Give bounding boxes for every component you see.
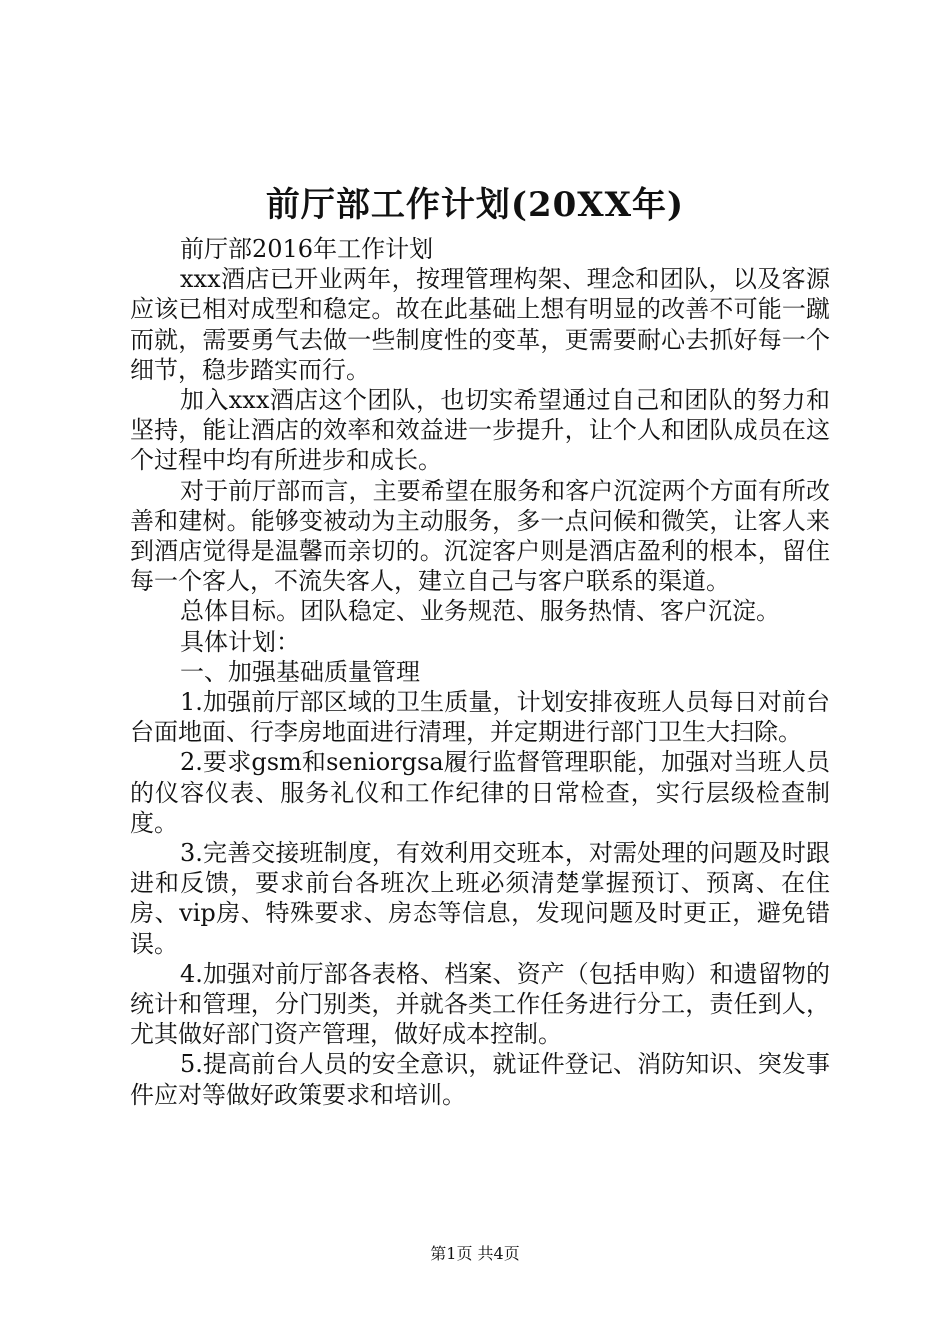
paragraph-intro: xxx酒店已开业两年，按理管理构架、理念和团队，以及客源应该已相对成型和稳定。故在此基础上想有明显的改善不可能一蹴而就，需要勇气去做一些制度性的变革，更需要耐心去抓好每一个细节，稳步踏实而行。 [130, 265, 830, 384]
list-item-4: 4.加强对前厅部各表格、档案、资产（包括申购）和遗留物的统计和管理，分门别类，并就各类工作任务进行分工，责任到人，尤其做好部门资产管理，做好成本控制。 [130, 959, 830, 1049]
document-title: 前厅部工作计划(20XX年) [265, 185, 685, 225]
paragraph-plan-heading: 具体计划： [180, 627, 300, 656]
paragraph-subtitle: 前厅部2016年工作计划 [180, 235, 434, 263]
list-item-3: 3.完善交接班制度，有效利用交班本，对需处理的问题及时跟进和反馈，要求前台各班次上班必须清楚掌握预订、预离、在住房、vip房、特殊要求、房态等信息，发现问题及时更正，避免错误。 [130, 839, 830, 958]
paragraph-overall-goal: 总体目标。团队稳定、业务规范、服务热情、客户沉淀。 [180, 597, 780, 626]
section-heading-quality: 一、加强基础质量管理 [180, 657, 420, 686]
paragraph-goals-detail: 对于前厅部而言，主要希望在服务和客户沉淀两个方面有所改善和建树。能够变被动为主动服务，多一点问候和微笑，让客人来到酒店觉得是温馨而亲切的。沉淀客户则是酒店盈利的根本，留住每一个客人，不流失客人，建立自己与客户联系的渠道。 [130, 476, 830, 596]
list-item-1: 1.加强前厅部区域的卫生质量，计划安排夜班人员每日对前台台面地面、行李房地面进行清理，并定期进行部门卫生大扫除。 [130, 688, 830, 747]
list-item-2: 2.要求gsm和seniorgsa履行监督管理职能，加强对当班人员的仪容仪表、服务礼仪和工作纪律的日常检查，实行层级检查制度。 [130, 748, 830, 837]
page-indicator: 第1页 共4页 [430, 1244, 520, 1263]
list-item-5: 5.提高前台人员的安全意识，就证件登记、消防知识、突发事件应对等做好政策要求和培训。 [130, 1050, 830, 1109]
document-body [130, 234, 830, 1110]
paragraph-team: 加入xxx酒店这个团队，也切实希望通过自己和团队的努力和坚持，能让酒店的效率和效益进一步提升，让个人和团队成员在这个过程中均有所进步和成长。 [130, 386, 830, 475]
